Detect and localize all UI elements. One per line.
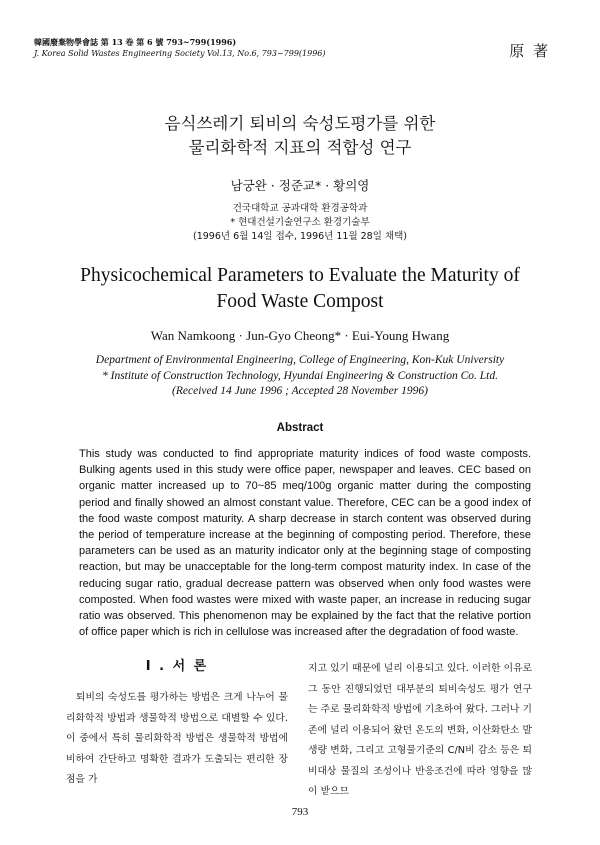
title-korean bbox=[0, 112, 600, 160]
affiliation-english-line1: Department of Environmental Engineering, College of Engineering, Kon-Kuk University bbox=[95, 354, 505, 366]
dates-english: (Received 14 June 1996 ; Accepted 28 November 1996) bbox=[172, 385, 428, 397]
article-type-label: 原 著 bbox=[509, 42, 550, 60]
abstract-text: This study was conducted to find appropriate maturity indices of food waste composts. Bulking agents used in this study were office paper, newspaper and leaves. CEC based on organic matter increased up to 70~85 meq/100g organic matter during the composting period and finally showed an almost constant value. Therefore, CEC can be a good index of the food waste compost maturity. A sharp decrease in starch content was observed during the period of temperature increase at the beginning of composting period. Therefore, these parameters can be used as an maturity indicator only at the beginning stage of composting reaction, but may be unacceptable for the long-term compost maturity index. In case of the reducing sugar ratio, gradual decrease pattern was observed when only food wastes were composted. When food wastes were mixed with waste paper, an increase in reducing sugar ratio was observed. This phenomenon may be explained by the fact that the relative portion of office paper which is rich in cellulose was increased after the degradation of food waste. bbox=[79, 448, 531, 639]
affiliation-korean-line1: 건국대학교 공과대학 환경공학과 bbox=[232, 203, 368, 214]
introduction-paragraph-right: 지고 있기 때문에 널리 이용되고 있다. 이러한 이유로 그 동안 진행되었던 대부분의 퇴비숙성도 평가 연구는 주로 물리화학적 방법에 기초하여 왔다. 그러나 기존에 널리 이용되어 왔던 온도의 변화, 이산화탄소 발생량 변화, 그리고 고형물기준의 C/N비 감소 등은 퇴비대상 물질의 조성이나 반응조건에 따라 영향을 많이 받으므 bbox=[308, 663, 532, 797]
authors-korean: 남궁완 · 정준교* · 황의영 bbox=[230, 178, 370, 193]
title-english-line2: Food Waste Compost bbox=[216, 291, 384, 312]
affiliation-korean-line2: * 현대건설기술연구소 환경기술부 bbox=[230, 217, 370, 228]
journal-citation-korean: 韓國廢棄物學會誌 第 13 卷 第 6 號 793~799(1996) bbox=[34, 37, 237, 47]
authors-english: Wan Namkoong · Jun-Gyo Cheong* · Eui-Young Hwang bbox=[150, 328, 450, 343]
title-korean-line2: 물리화학적 지표의 적합성 연구 bbox=[188, 138, 412, 157]
body-column-left bbox=[66, 655, 288, 791]
title-english bbox=[0, 263, 600, 315]
title-korean-line1: 음식쓰레기 퇴비의 숙성도평가를 위한 bbox=[164, 114, 436, 133]
page-number: 793 bbox=[291, 806, 309, 818]
journal-citation-english: J. Korea Solid Wastes Engineering Society Vol.13, No.6, 793~799(1996) bbox=[34, 49, 326, 58]
dates-korean: (1996년 6월 14일 접수, 1996년 11월 28일 채택) bbox=[192, 231, 407, 242]
affiliation-english-line2: * Institute of Construction Technology, Hyundai Engineering & Construction Co. Ltd. bbox=[101, 369, 498, 382]
body-column-right bbox=[308, 659, 532, 803]
journal-header bbox=[34, 36, 326, 60]
section-heading-introduction: I . 서 론 bbox=[145, 659, 209, 674]
affiliation-korean bbox=[0, 202, 600, 244]
abstract-heading: Abstract bbox=[276, 422, 324, 434]
affiliation-english bbox=[0, 353, 600, 400]
introduction-paragraph-left: 퇴비의 숙성도를 평가하는 방법은 크게 나누어 물리화학적 방법과 생물학적 방법으로 대별할 수 있다. 이 중에서 특히 물리화학적 방법은 생물학적 방법에 비하여 간단하고 명확한 결과가 도출되는 편리한 장점을 가 bbox=[66, 692, 288, 785]
title-english-line1: Physicochemical Parameters to Evaluate the Maturity of bbox=[80, 265, 520, 286]
